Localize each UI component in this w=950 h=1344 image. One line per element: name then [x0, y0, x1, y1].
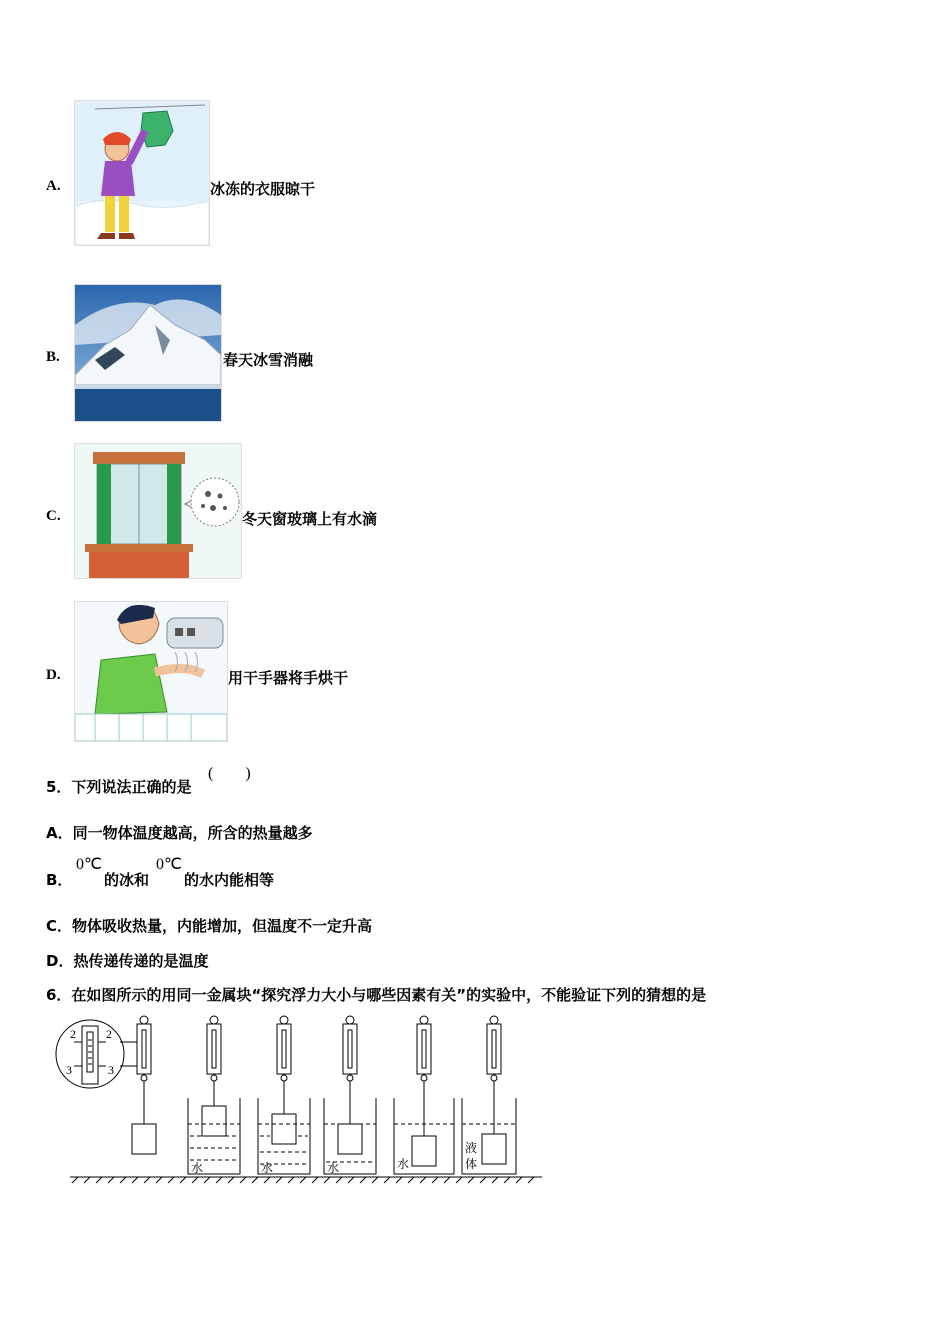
- option-c-letter: C.: [46, 508, 61, 524]
- beaker-label-3: 水: [327, 1161, 340, 1175]
- hand-dryer-image: [74, 601, 228, 742]
- ground-line: [70, 1177, 542, 1183]
- scale-2: [188, 1016, 240, 1175]
- q5-option-c: [46, 915, 372, 936]
- scale-4: [324, 1016, 376, 1175]
- window-water-drops-image: [74, 443, 242, 579]
- q5-option-d-letter: D．: [46, 952, 74, 970]
- q5-option-b-text: 的水内能相等: [184, 871, 275, 889]
- q5-option-b-temp2: 0℃: [156, 856, 182, 873]
- q5-option-a: [46, 822, 313, 843]
- option-c-text: 冬天窗玻璃上有水滴: [242, 510, 378, 528]
- scale-5: [394, 1016, 454, 1174]
- gauge-label-3-right: 3: [108, 1063, 114, 1077]
- q5-option-c-letter: C．: [46, 917, 73, 935]
- option-b-text: 春天冰雪消融: [223, 351, 314, 369]
- q6-stem: 6．在如图所示的用同一金属块“探究浮力大小与哪些因素有关”的实验中，不能验证下列的猜想的是: [46, 986, 707, 1004]
- q5-option-b-mid: 的冰和: [104, 871, 150, 889]
- q5-option-a-text: 同一物体温度越高，所含的热量越多: [72, 824, 313, 842]
- q5-option-b-letter: B．: [46, 871, 73, 889]
- q5-option-b-temp1: 0℃: [76, 856, 102, 873]
- q5-option-d: [46, 950, 208, 971]
- beaker-label-5: 液: [465, 1141, 478, 1155]
- beaker-label-4: 水: [397, 1157, 410, 1171]
- q5-bracket: ( ): [208, 765, 251, 782]
- q5-option-c-text: 物体吸收热量，内能增加，但温度不一定升高: [72, 917, 373, 935]
- beaker-label-2: 水: [261, 1161, 274, 1175]
- option-b-letter: B.: [46, 349, 60, 365]
- beaker-label-1: 水: [191, 1161, 204, 1175]
- q5-option-d-text: 热传递传递的是温度: [73, 952, 209, 970]
- gauge-label-3-left: 3: [66, 1063, 72, 1077]
- beaker-label-5b: 体: [465, 1157, 478, 1171]
- frozen-clothes-image: [74, 100, 210, 246]
- option-d-text: 用干手器将手烘干: [228, 669, 349, 687]
- option-d-letter: D.: [46, 667, 61, 683]
- option-a-text: 冰冻的衣服晾干: [210, 180, 316, 198]
- q5-option-a-letter: A．: [46, 824, 73, 842]
- buoyancy-experiment-figure: [48, 1012, 548, 1187]
- q5-stem: 5．下列说法正确的是: [46, 778, 192, 796]
- gauge-magnifier: [56, 1020, 138, 1088]
- scale-1: [132, 1016, 156, 1154]
- option-a-letter: A.: [46, 178, 61, 194]
- gauge-label-2-left: 2: [70, 1027, 76, 1041]
- scale-3: [258, 1016, 310, 1175]
- melting-snow-image: [74, 284, 222, 422]
- scale-6: [462, 1016, 516, 1174]
- gauge-label-2-right: 2: [106, 1027, 112, 1041]
